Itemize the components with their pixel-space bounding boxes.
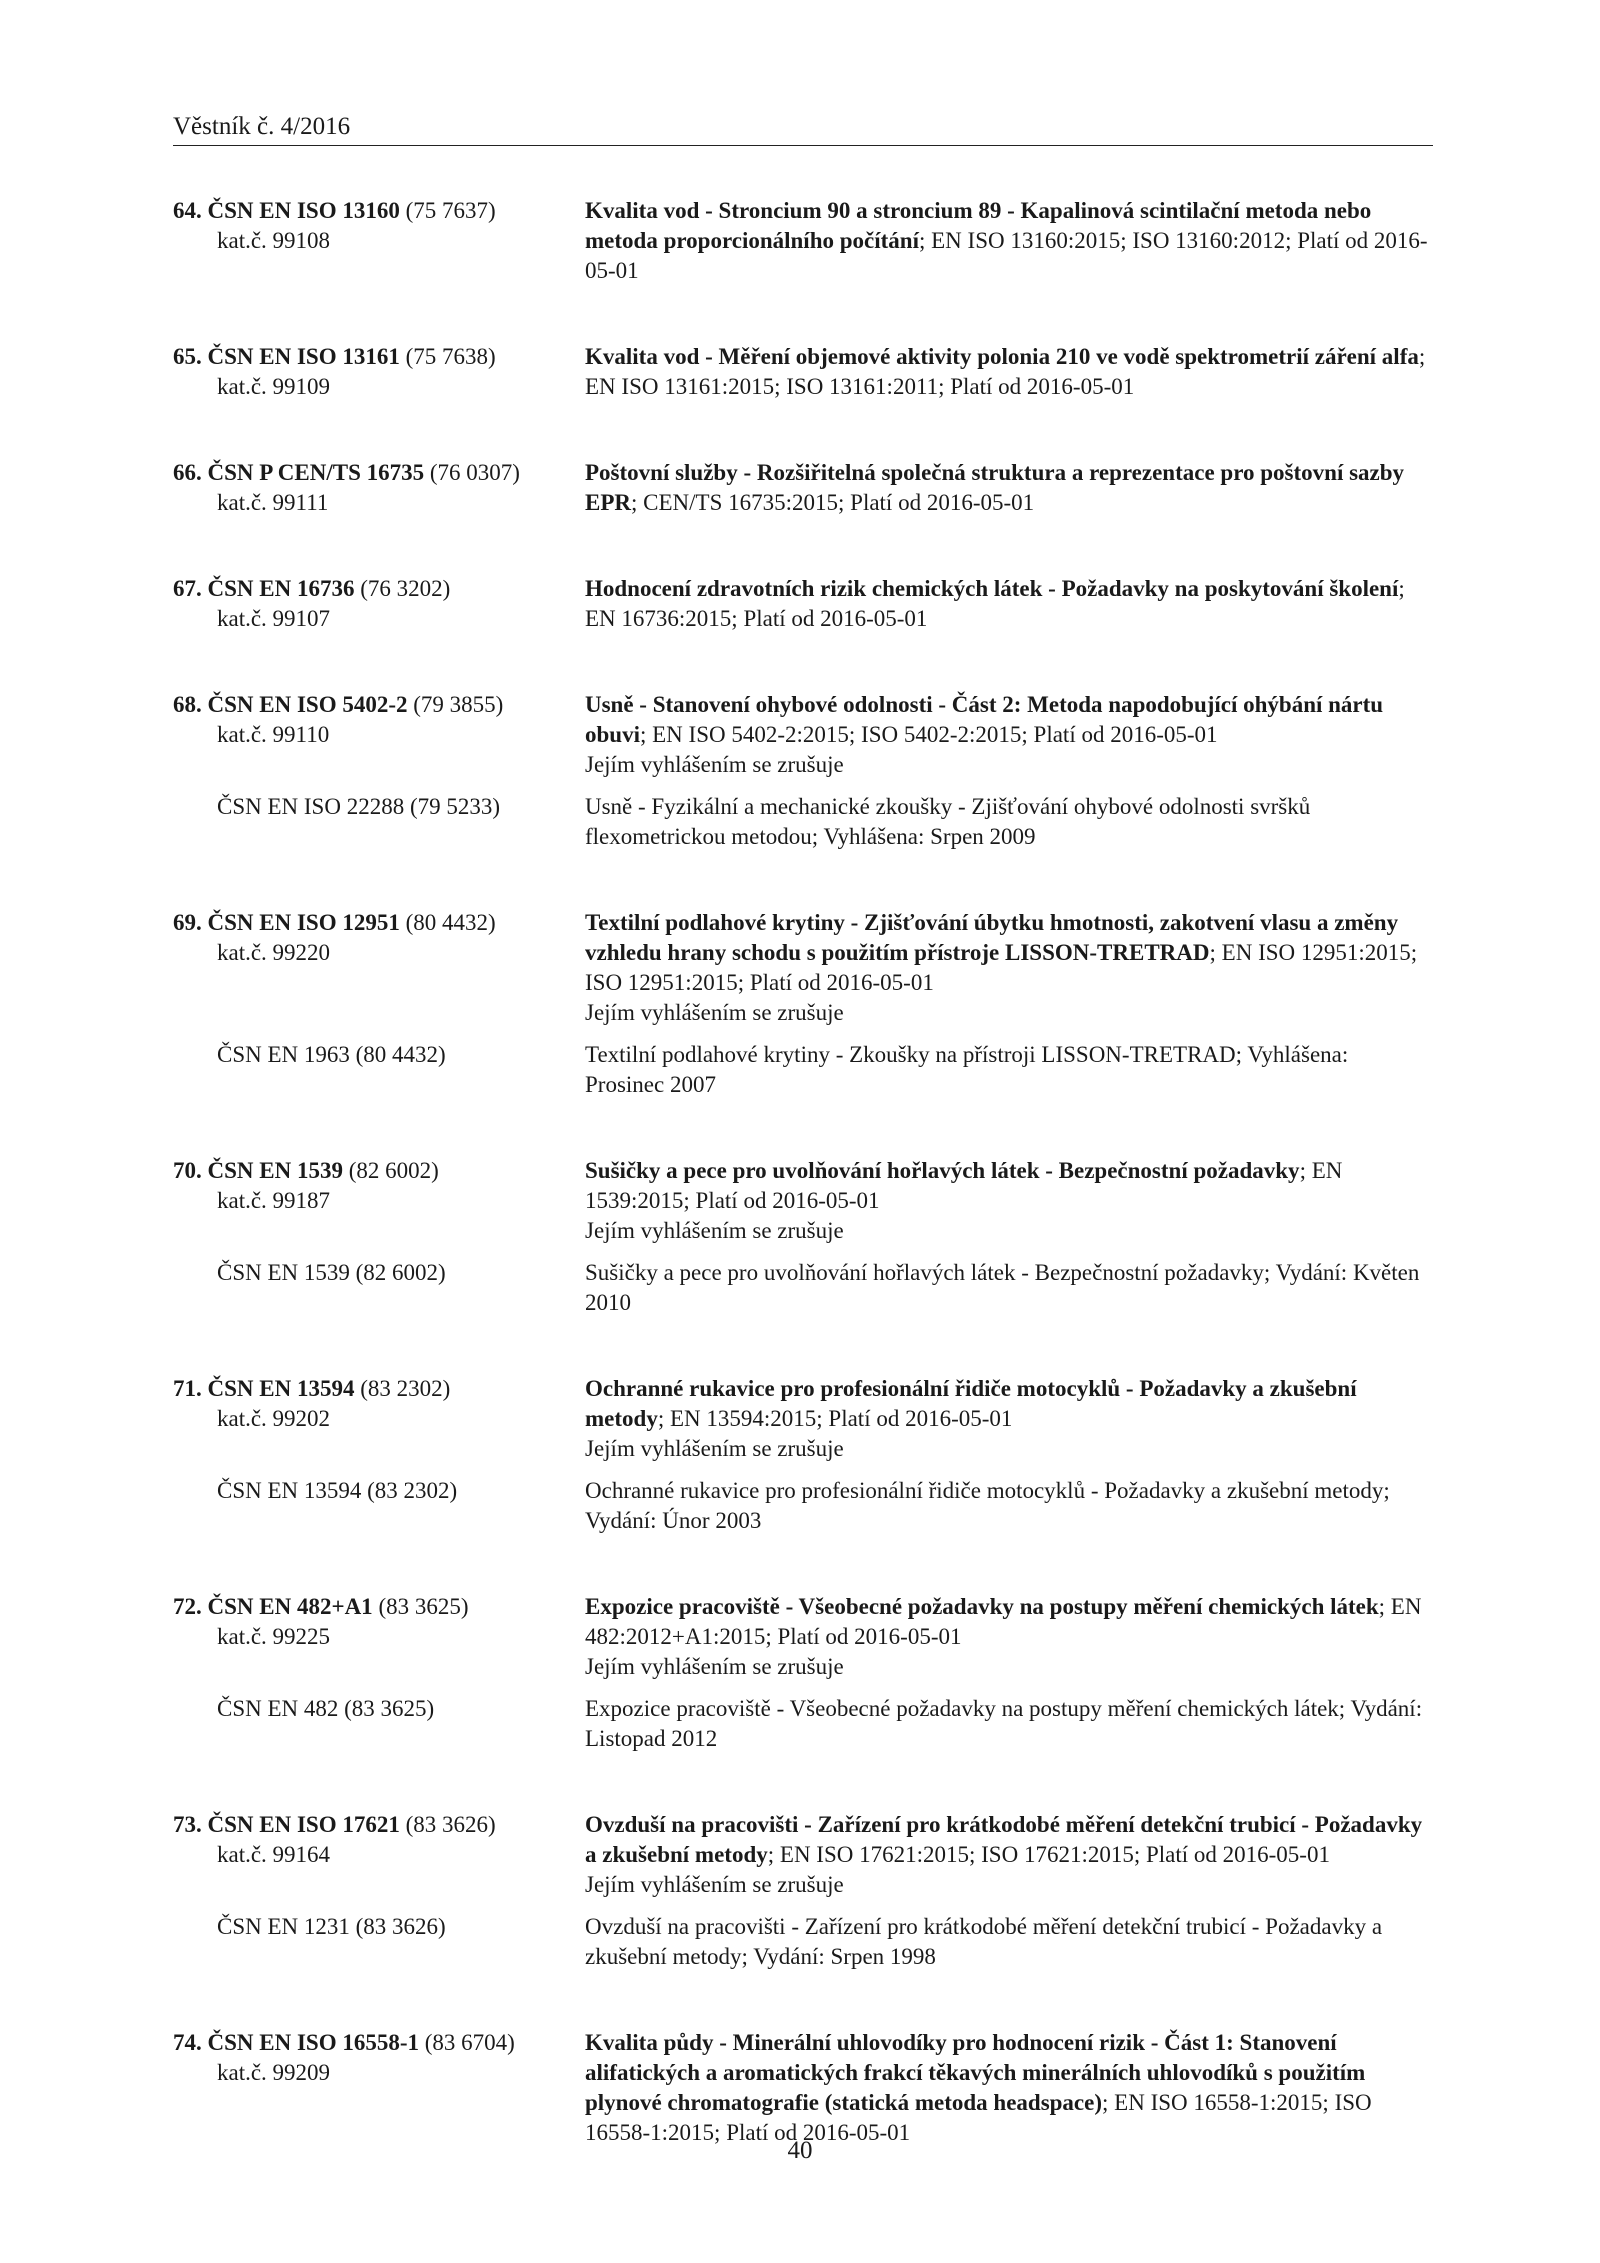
- standard-entry: [173, 574, 1433, 634]
- standard-title: Expozice pracoviště - Všeobecné požadavky na postupy měření chemických látek: [585, 1594, 1379, 1619]
- standard-entry: [173, 1810, 1433, 1972]
- entry-main-row: [173, 2028, 1433, 2148]
- classification-code: (75 7638): [399, 344, 496, 369]
- standard-entry: [173, 342, 1433, 402]
- entry-number: 72.: [173, 1594, 202, 1619]
- page-number: 40: [787, 2137, 813, 2164]
- catalog-number: kat.č. 99220: [217, 940, 331, 965]
- standard-code: ČSN EN 1539: [207, 1158, 343, 1183]
- entry-description: [585, 2028, 1433, 2148]
- entry-main-row: [173, 196, 1433, 286]
- replaced-standard-text: Sušičky a pece pro uvolňování hořlavých látek - Bezpečnostní požadavky; Vydání: Květen 2010: [585, 1260, 1420, 1315]
- replaced-standard-code: ČSN EN 1963 (80 4432): [217, 1042, 446, 1067]
- entry-number: 74.: [173, 2030, 202, 2055]
- replaced-standard-row: [173, 1912, 1433, 1972]
- standard-title: Usně - Stanovení ohybové odolnosti - Část 2: Metoda napodobující ohýbání nártu obuvi: [585, 692, 1384, 747]
- repeal-note: Jejím vyhlášením se zrušuje: [585, 1436, 844, 1461]
- standard-code: ČSN EN ISO 13160: [207, 198, 400, 223]
- entry-description: [585, 1374, 1433, 1464]
- entry-main-row: [173, 1810, 1433, 1900]
- replaced-standard-row: [173, 1476, 1433, 1536]
- catalog-number: kat.č. 99111: [217, 490, 329, 515]
- standard-info: ; EN 482:2012+A1:2015; Platí od 2016-05-01: [585, 1594, 1422, 1649]
- replaced-standard-code: ČSN EN 482 (83 3625): [217, 1696, 435, 1721]
- replaced-standard-text: Expozice pracoviště - Všeobecné požadavky na postupy měření chemických látek; Vydání: Listopad 2012: [585, 1696, 1423, 1751]
- entry-designation: [173, 574, 585, 634]
- catalog-number: kat.č. 99107: [217, 606, 331, 631]
- classification-code: (80 4432): [399, 910, 496, 935]
- standard-code: ČSN EN 16736: [207, 576, 355, 601]
- entry-number: 67.: [173, 576, 202, 601]
- classification-code: (82 6002): [342, 1158, 439, 1183]
- entry-designation: [173, 1374, 585, 1464]
- catalog-number: kat.č. 99225: [217, 1624, 331, 1649]
- entry-main-row: [173, 908, 1433, 1028]
- classification-code: (83 3625): [372, 1594, 469, 1619]
- replaced-standard-code: ČSN EN 13594 (83 2302): [217, 1478, 458, 1503]
- standard-title: Ovzduší na pracovišti - Zařízení pro krátkodobé měření detekční trubicí - Požadavky a zkušební metody: [585, 1812, 1423, 1867]
- classification-code: (75 7637): [399, 198, 496, 223]
- standard-title: Kvalita vod - Stroncium 90 a stroncium 89 - Kapalinová scintilační metoda nebo metoda proporcionálního počítání: [585, 198, 1372, 253]
- standard-info: ; EN ISO 12951:2015; ISO 12951:2015; Platí od 2016-05-01: [585, 940, 1418, 995]
- classification-code: (83 2302): [354, 1376, 451, 1401]
- repeal-note: Jejím vyhlášením se zrušuje: [585, 1218, 844, 1243]
- entry-description: [585, 1810, 1433, 1900]
- entry-main-row: [173, 1592, 1433, 1682]
- entry-main-row: [173, 690, 1433, 780]
- standard-code: ČSN EN ISO 16558-1: [207, 2030, 420, 2055]
- replaced-standard-row: [173, 1040, 1433, 1100]
- standard-info: ; EN ISO 13161:2015; ISO 13161:2011; Platí od 2016-05-01: [585, 344, 1426, 399]
- standard-code: ČSN EN ISO 12951: [207, 910, 400, 935]
- entry-main-row: [173, 1374, 1433, 1464]
- standard-code: ČSN EN ISO 13161: [207, 344, 400, 369]
- repeal-note: Jejím vyhlášením se zrušuje: [585, 752, 844, 777]
- standard-entry: [173, 1592, 1433, 1754]
- classification-code: (83 6704): [419, 2030, 515, 2055]
- header-rule: [173, 145, 1433, 146]
- standard-title: Kvalita půdy - Minerální uhlovodíky pro hodnocení rizik - Část 1: Stanovení alifatických a aromatických frakcí těkavých minerálních uhlovodíků s použitím plynové chromatografie (statická metoda headspace): [585, 2030, 1366, 2115]
- entry-main-row: [173, 458, 1433, 518]
- catalog-number: kat.č. 99110: [217, 722, 330, 747]
- standard-code: ČSN EN ISO 5402-2: [207, 692, 408, 717]
- standard-code: ČSN P CEN/TS 16735: [207, 460, 425, 485]
- standard-info: ; EN ISO 13160:2015; ISO 13160:2012; Platí od 2016-05-01: [585, 228, 1428, 283]
- entry-description: [585, 1156, 1433, 1246]
- replaced-standard-text: Ovzduší na pracovišti - Zařízení pro krátkodobé měření detekční trubicí - Požadavky a zkušební metody; Vydání: Srpen 1998: [585, 1914, 1383, 1969]
- standard-info: ; EN ISO 5402-2:2015; ISO 5402-2:2015; Platí od 2016-05-01: [639, 722, 1218, 747]
- standard-entry: [173, 690, 1433, 852]
- entry-number: 66.: [173, 460, 202, 485]
- standard-entry: [173, 2028, 1433, 2148]
- entry-description: [585, 574, 1433, 634]
- entry-designation: [173, 1810, 585, 1900]
- catalog-number: kat.č. 99202: [217, 1406, 331, 1431]
- standard-title: Hodnocení zdravotních rizik chemických látek - Požadavky na poskytování školení: [585, 576, 1399, 601]
- catalog-number: kat.č. 99108: [217, 228, 331, 253]
- standard-info: ; EN ISO 17621:2015; ISO 17621:2015; Platí od 2016-05-01: [767, 1842, 1330, 1867]
- catalog-number: kat.č. 99164: [217, 1842, 331, 1867]
- replaced-standard-text: Usně - Fyzikální a mechanické zkoušky - Zjišťování ohybové odolnosti svršků flexometrickou metodou; Vyhlášena: Srpen 2009: [585, 794, 1311, 849]
- entry-description: [585, 690, 1433, 780]
- replaced-standard-text: Ochranné rukavice pro profesionální řidiče motocyklů - Požadavky a zkušební metody; Vydání: Únor 2003: [585, 1478, 1390, 1533]
- replaced-standard-row: [173, 792, 1433, 852]
- standard-title: Sušičky a pece pro uvolňování hořlavých látek - Bezpečnostní požadavky: [585, 1158, 1300, 1183]
- entry-description: [585, 196, 1433, 286]
- entry-description: [585, 342, 1433, 402]
- entry-designation: [173, 458, 585, 518]
- standard-entry: [173, 196, 1433, 286]
- standard-code: ČSN EN 482+A1: [207, 1594, 373, 1619]
- repeal-note: Jejím vyhlášením se zrušuje: [585, 1872, 844, 1897]
- entry-description: [585, 1592, 1433, 1682]
- standard-entry: [173, 458, 1433, 518]
- classification-code: (83 3626): [399, 1812, 496, 1837]
- entry-designation: [173, 196, 585, 286]
- standard-title: Textilní podlahové krytiny - Zjišťování úbytku hmotnosti, zakotvení vlasu a změny vzhledu hrany schodu s použitím přístroje LISSON-TRETRAD: [585, 910, 1399, 965]
- entry-designation: [173, 2028, 585, 2148]
- standard-title: Kvalita vod - Měření objemové aktivity polonia 210 ve vodě spektrometrií záření alfa: [585, 344, 1419, 369]
- replaced-standard-code: ČSN EN ISO 22288 (79 5233): [217, 794, 501, 819]
- entry-main-row: [173, 342, 1433, 402]
- classification-code: (76 3202): [354, 576, 451, 601]
- standard-title: Ochranné rukavice pro profesionální řidiče motocyklů - Požadavky a zkušební metody: [585, 1376, 1357, 1431]
- entry-description: [585, 458, 1433, 518]
- catalog-number: kat.č. 99109: [217, 374, 331, 399]
- repeal-note: Jejím vyhlášením se zrušuje: [585, 1654, 844, 1679]
- entry-number: 70.: [173, 1158, 202, 1183]
- entry-description: [585, 908, 1433, 1028]
- standard-info: ; CEN/TS 16735:2015; Platí od 2016-05-01: [631, 490, 1035, 515]
- entry-designation: [173, 342, 585, 402]
- entry-designation: [173, 690, 585, 780]
- replaced-standard-code: ČSN EN 1539 (82 6002): [217, 1260, 446, 1285]
- entry-number: 65.: [173, 344, 202, 369]
- standard-code: ČSN EN 13594: [207, 1376, 355, 1401]
- standard-entry: [173, 1156, 1433, 1318]
- entry-main-row: [173, 574, 1433, 634]
- classification-code: (76 0307): [424, 460, 520, 485]
- replaced-standard-row: [173, 1258, 1433, 1318]
- standard-entry: [173, 908, 1433, 1100]
- replaced-standard-row: [173, 1694, 1433, 1754]
- entry-designation: [173, 908, 585, 1028]
- classification-code: (79 3855): [407, 692, 504, 717]
- journal-title: Věstník č. 4/2016: [173, 113, 351, 140]
- catalog-number: kat.č. 99187: [217, 1188, 331, 1213]
- replaced-standard-text: Textilní podlahové krytiny - Zkoušky na přístroji LISSON-TRETRAD; Vyhlášena: Prosinec 2007: [585, 1042, 1349, 1097]
- standard-entry: [173, 1374, 1433, 1536]
- repeal-note: Jejím vyhlášením se zrušuje: [585, 1000, 844, 1025]
- standard-info: ; EN 16736:2015; Platí od 2016-05-01: [585, 576, 1405, 631]
- entry-designation: [173, 1592, 585, 1682]
- standard-title: Poštovní služby - Rozšiřitelná společná struktura a reprezentace pro poštovní sazby EPR: [585, 460, 1405, 515]
- standard-info: ; EN 13594:2015; Platí od 2016-05-01: [657, 1406, 1013, 1431]
- replaced-standard-code: ČSN EN 1231 (83 3626): [217, 1914, 446, 1939]
- standard-info: ; EN ISO 16558-1:2015; ISO 16558-1:2015; Platí od 2016-05-01: [585, 2090, 1372, 2145]
- page-header: [173, 110, 1433, 146]
- standards-list: [173, 196, 1433, 2204]
- entry-designation: [173, 1156, 585, 1246]
- entry-number: 68.: [173, 692, 202, 717]
- entry-number: 71.: [173, 1376, 202, 1401]
- entry-main-row: [173, 1156, 1433, 1246]
- standard-info: ; EN 1539:2015; Platí od 2016-05-01: [585, 1158, 1343, 1213]
- entry-number: 73.: [173, 1812, 202, 1837]
- catalog-number: kat.č. 99209: [217, 2060, 331, 2085]
- entry-number: 69.: [173, 910, 202, 935]
- entry-number: 64.: [173, 198, 202, 223]
- standard-code: ČSN EN ISO 17621: [207, 1812, 400, 1837]
